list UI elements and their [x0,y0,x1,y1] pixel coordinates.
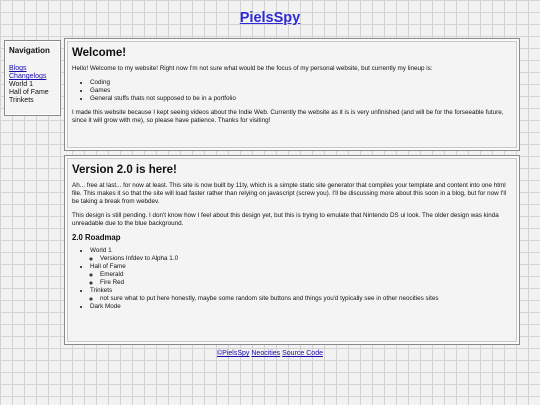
version-card [64,155,520,345]
roadmap-subitem: ◦ Fire Red [100,279,513,287]
roadmap-list [72,247,513,311]
roadmap-subitem: ◦ Emerald [100,271,513,279]
lineup-list [72,79,513,103]
footer [0,350,540,357]
site-title-link[interactable]: PielsSpy [239,10,301,26]
roadmap-item-label: Dark Mode [90,303,121,310]
navigation-panel [4,40,61,116]
list-item: • General stuffs thats not supposed to be in a portfolio [90,95,513,103]
roadmap-title: 2.0 Roadmap [72,233,121,242]
roadmap-item [90,303,513,311]
roadmap-item [90,263,513,287]
nav-item-hall-of-fame: Hall of Fame [9,89,49,96]
welcome-intro: Hello! Welcome to my website! Right now I'm not sure what would be the focus of my personal website, but currently my lineup is: [72,65,433,72]
footer-source-code-link[interactable]: Source Code [282,350,323,357]
footer-neocities-link[interactable]: Neocities [251,350,281,357]
nav-item-world-1: World 1 [9,81,33,88]
version-title: Version 2.0 is here! [72,164,177,176]
version-paragraph-1: Ah... free at last... for now at least. This site is now built by 11ty, which is a simple static site generator that compiles your template and content into one html file. This makes it so that the site will load faster rather than relying on javascript (screw you). I'll be discussing more about this soon in a blog, but for now I'll be taking a break from webdev. [72,182,507,205]
roadmap-item [90,247,513,263]
welcome-outro: I made this website because I kept seeing videos about the Indie Web. Currently the website as it is is very unfinished (and will be for the forseeable future, since it will grow with me), so please have patience. Thanks for visiting! [72,109,504,124]
roadmap-item-label: World 1 [90,247,112,254]
site-title [0,10,540,26]
welcome-card [64,38,520,151]
list-item: • Coding [90,79,513,87]
version-paragraph-2: This design is still pending. I don't know how I feel about this design yet, but this is trying to emulate that Nintendo DS ui look. The older design was kinda unreadable due to the blue background. [72,212,499,227]
welcome-title: Welcome! [72,47,127,59]
nav-link-blogs[interactable]: Blogs [9,65,27,72]
roadmap-item-label: Hall of Fame [90,263,126,270]
list-item: • Games [90,87,513,95]
roadmap-subitem: ◦ Versions Infdev to Alpha 1.0 [100,255,513,263]
navigation-heading: Navigation [9,46,50,55]
roadmap-item-label: Trinkets [90,287,113,294]
roadmap-item [90,287,513,303]
nav-link-changelogs[interactable]: Changelogs [9,73,47,80]
nav-item-trinkets: Trinkets [9,97,34,104]
footer-copyright-link[interactable]: ©PielsSpy [217,350,250,357]
roadmap-subitem: ◦ not sure what to put here honestly, maybe some random site buttons and things you'd typically see in other neocities sites [100,295,513,303]
